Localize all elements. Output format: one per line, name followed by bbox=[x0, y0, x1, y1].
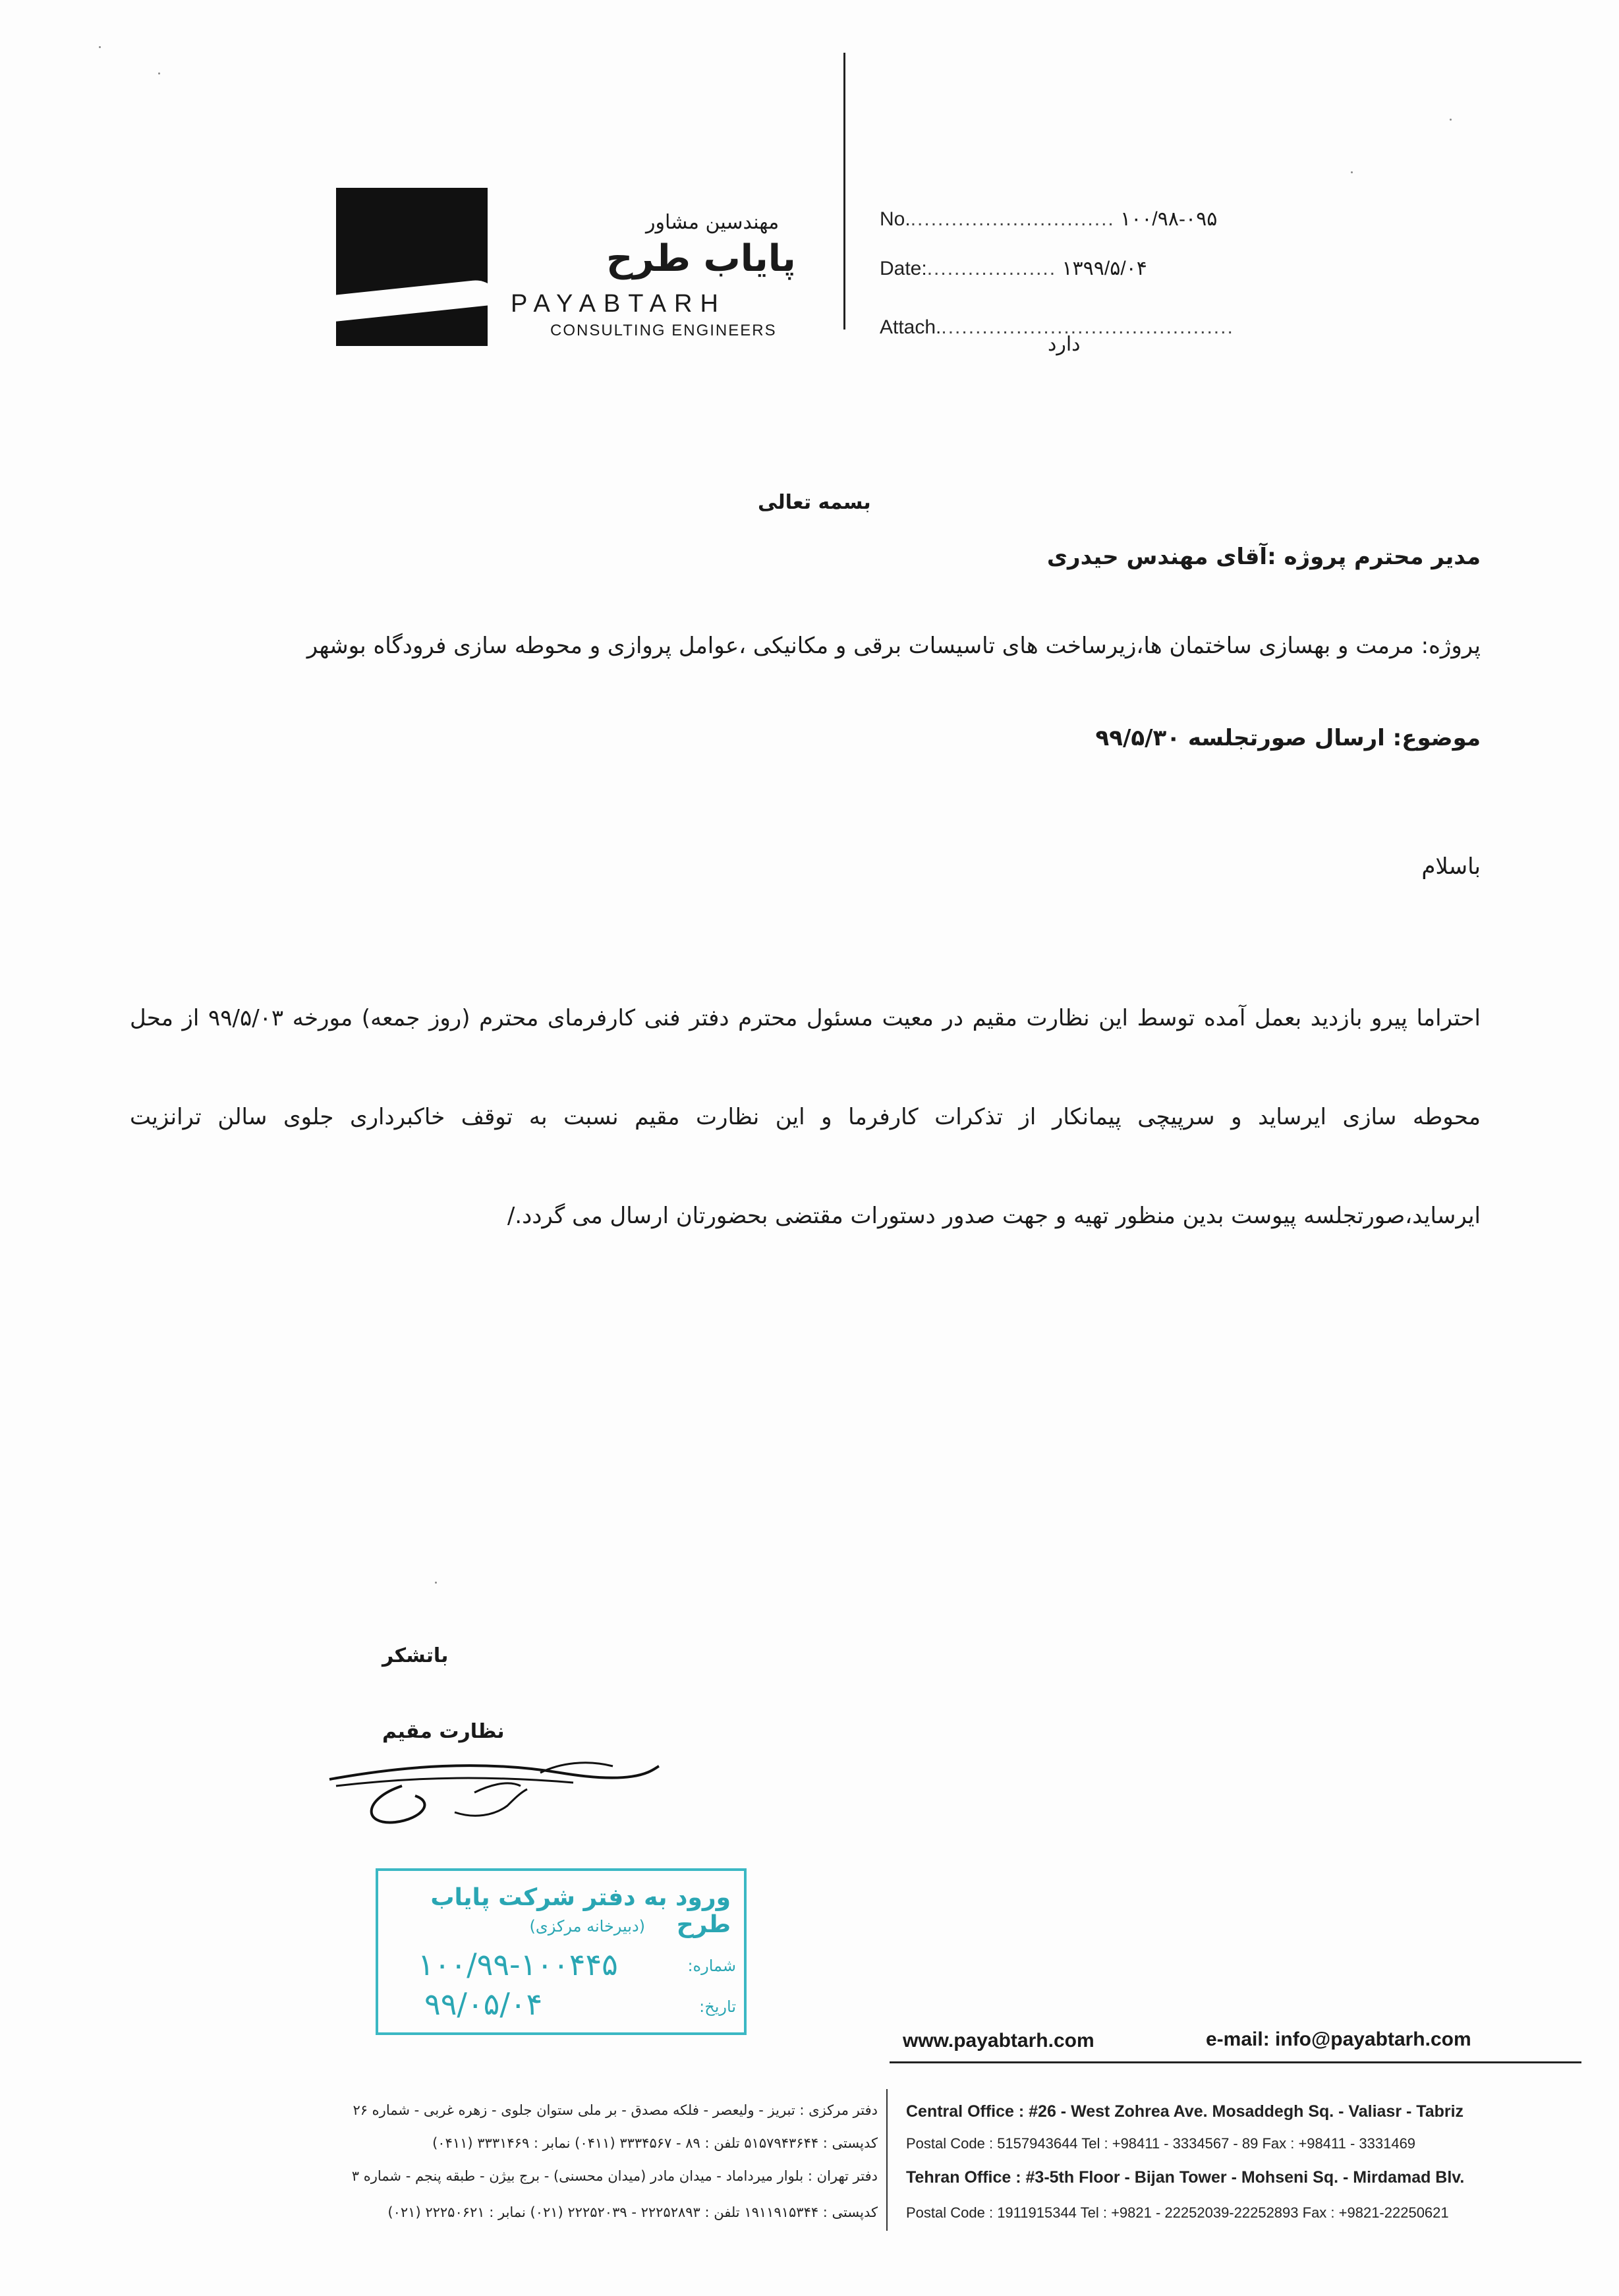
scan-speck bbox=[158, 72, 160, 74]
tehran-office-en: Tehran Office : #3-5th Floor - Bijan Tower - Mohseni Sq. - Mirdamad Blv. bbox=[906, 2168, 1465, 2187]
closing: باتشکر bbox=[382, 1644, 449, 1667]
central-office-postal-en: Postal Code : 5157943644 Tel : +98411 - 3334567 - 89 Fax : +98411 - 3331469 bbox=[906, 2135, 1416, 2152]
letter-number bbox=[880, 208, 1217, 231]
logo-swoosh bbox=[336, 278, 488, 322]
scan-speck bbox=[1351, 171, 1353, 173]
tehran-office-postal-fa: کدپستی : ۱۹۱۱۹۱۵۳۴۴ تلفن : ۲۲۲۵۲۸۹۳ - ۲۲۲۵۲۰۳۹ (۰۲۱) نمابر : ۲۲۲۵۰۶۲۱ (۰۲۱) bbox=[387, 2204, 878, 2220]
scan-speck bbox=[435, 1582, 437, 1584]
addressee: مدیر محترم پروژه :آقای مهندس حیدری bbox=[1046, 544, 1481, 570]
scan-speck bbox=[1450, 119, 1452, 121]
stamp-number-label: شماره: bbox=[687, 1957, 736, 1975]
company-name-en: PAYABTARH bbox=[511, 290, 726, 318]
company-name-fa: پایاب طرح bbox=[606, 237, 796, 280]
dotted-line: ................... bbox=[926, 258, 1057, 279]
stamp-date-label: تاریخ: bbox=[699, 1997, 736, 2016]
signatory: نظارت مقیم bbox=[382, 1720, 505, 1743]
bismillah-heading: بسمه تعالی bbox=[758, 491, 871, 514]
central-office-postal-fa: کدپستی : ۵۱۵۷۹۴۳۶۴۴ تلفن : ۸۹ - ۳۳۳۴۵۶۷ (۰۴۱۱) نمابر : ۳۳۳۱۴۶۹ (۰۴۱۱) bbox=[432, 2135, 878, 2151]
company-logo bbox=[336, 188, 488, 346]
letter-number-label: No. bbox=[880, 208, 911, 230]
email-link[interactable]: e-mail: info@payabtarh.com bbox=[1206, 2028, 1471, 2050]
central-office-en: Central Office : #26 - West Zohrea Ave. Mosaddegh Sq. - Valiasr - Tabriz bbox=[906, 2102, 1464, 2121]
footer-rule bbox=[890, 2061, 1581, 2063]
received-stamp bbox=[376, 1868, 747, 2035]
letter-body: احتراما پیرو بازدید بعمل آمده توسط این نظارت مقیم در معیت مسئول محترم دفتر فنی کارفرمای محترم (روز جمعه) مورخه ۹۹/۵/۰۳ از محل محوطه سازی ایرساید و سرپیچی پیمانکار از تذکرات کارفرما و این نظارت مقیم نسبت به توقف خاکبرداری جلوی سالن ترانزیت ایرساید،صورتجلسه پیوست بدین منظور تهیه و جهت صدور دستورات مقتضی بحضورتان ارسال می گردد./ bbox=[130, 1005, 1481, 1229]
letter-date bbox=[880, 257, 1147, 280]
tehran-office-postal-en: Postal Code : 1911915344 Tel : +9821 - 22252039-22252893 Fax : +9821-22250621 bbox=[906, 2204, 1449, 2221]
letter-attach-label: Attach. bbox=[880, 316, 942, 338]
footer-divider bbox=[886, 2089, 888, 2231]
stamp-number-value: ۱۰۰/۹۹-۱۰۰۴۴۵ bbox=[418, 1947, 618, 1982]
greeting: باسلام bbox=[1421, 853, 1481, 880]
handwritten-signature bbox=[323, 1740, 666, 1852]
letter-number-value: ۱۰۰/۹۸-۰۹۵ bbox=[1120, 208, 1218, 230]
header-divider bbox=[843, 53, 845, 330]
stamp-date-value: ۹۹/۰۵/۰۴ bbox=[424, 1986, 543, 2022]
scan-speck bbox=[99, 46, 101, 48]
company-name-fa-small: مهندسین مشاور bbox=[646, 211, 780, 234]
letter-date-value: ۱۳۹۹/۵/۰۴ bbox=[1062, 258, 1147, 279]
stamp-subtitle: (دبیرخانه مرکزی) bbox=[529, 1917, 645, 1936]
stamp-title: ورود به دفتر شرکت پایاب طرح bbox=[430, 1884, 731, 1938]
letter-date-label: Date: bbox=[880, 258, 927, 279]
website-link[interactable]: www.payabtarh.com bbox=[903, 2030, 1094, 2052]
dotted-line: ........................................... bbox=[941, 316, 1234, 338]
subject-line: موضوع: ارسال صورتجلسه ۹۹/۵/۳۰ bbox=[1095, 725, 1481, 751]
company-subtitle: CONSULTING ENGINEERS bbox=[550, 322, 777, 339]
tehran-office-fa: دفتر تهران : بلوار میرداماد - میدان مادر (میدان محسنی) - برج بیژن - طبقه پنجم - شماره ۳ bbox=[351, 2168, 878, 2184]
dotted-line: .............................. bbox=[910, 208, 1115, 230]
project-line: پروژه: مرمت و بهسازی ساختمان ها،زیرساخت های تاسیسات برقی و مکانیکی ،عوامل پروازی و محوطه سازی فرودگاه بوشهر bbox=[306, 633, 1481, 659]
attachment-note: دارد bbox=[1048, 333, 1081, 356]
central-office-fa: دفتر مرکزی : تبریز - ولیعصر - فلکه مصدق - بر ملی ستوان جلوی - زهره غربی - شماره ۲۶ bbox=[353, 2102, 878, 2118]
